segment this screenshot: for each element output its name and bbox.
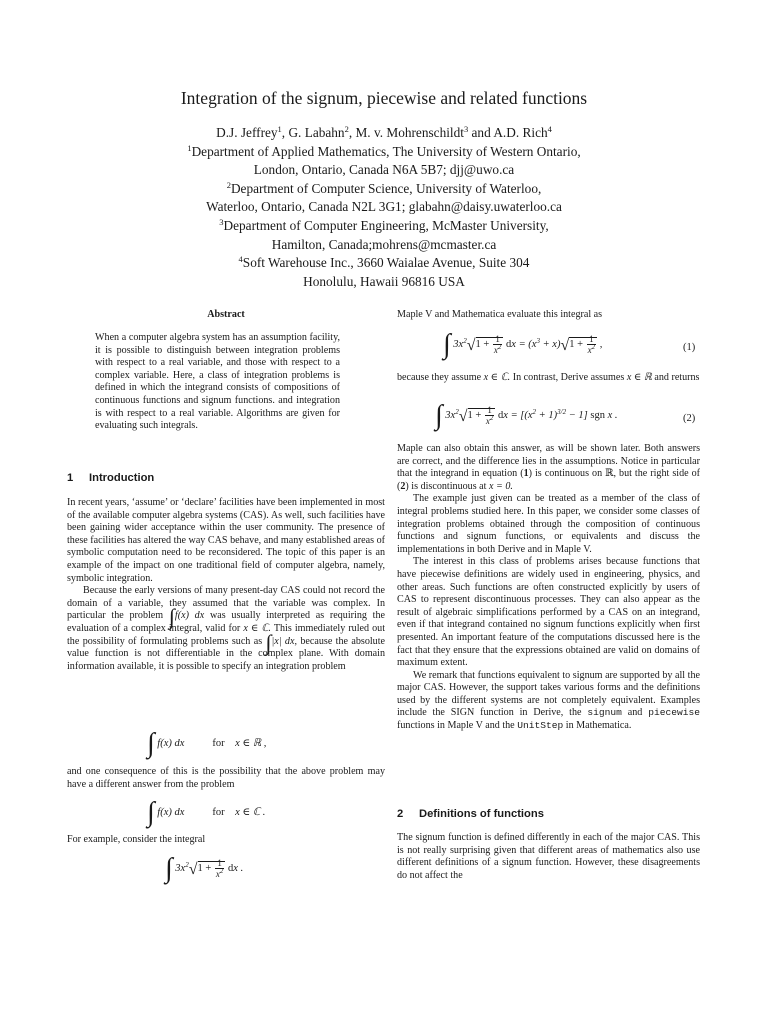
right-column-body bbox=[397, 443, 700, 733]
paragraph: and one consequence of this is the possibility that the above problem may have a different answer from the problem bbox=[67, 766, 385, 790]
affiliation-line: $^4$Soft Warehouse Inc., 3660 Waialae Avenue, Suite 304 bbox=[238, 254, 530, 271]
affiliation-line: $^1$Department of Applied Mathematics, The University of Western Ontario, bbox=[187, 142, 581, 159]
paragraph: In recent years, ‘assume’ or ‘declare’ facilities have been implemented in most of the available computer algebra systems (CAS). As well, such facilities have been gaining wider acceptance within the user community. The presence of these facilities has altered the way CAS behave, and many established areas of symbolic computation need to be reconsidered. The topic of this paper is an example of the impact on one traditional field of computer algebra, namely, symbolic integration. bbox=[67, 497, 385, 584]
abstract-heading: Abstract bbox=[207, 309, 245, 320]
equation-example: ∫ $3x^2√1$ + $\frac{1}{x^2}$ dx . bbox=[165, 852, 244, 884]
author-mark: 2 bbox=[344, 124, 349, 134]
paragraph: Because the early versions of many present-day CAS could not record the domain of a variable, they assumed that the variable was complex. In particular the problem ∫f(x) dx was usually interpreted as requiring the evaluation of a complex integral, valid for x ∈ ℂ. This immediately ruled out the possibility of formulating problems such as ∫|x| dx, because the absolute value function is not differentiable in the complex plane. With domain information available, it is possible to specify an integration problem bbox=[67, 585, 386, 672]
author-mark: 4 bbox=[547, 124, 552, 134]
equation-real: ∫ f(x) dx for x ∈ ℝ , bbox=[147, 728, 267, 759]
affiliation-line: $^3$Department of Computer Engineering, McMaster University, bbox=[219, 216, 549, 233]
affiliation-line: London, Ontario, Canada N6A 5B7; djj@uwo.ca bbox=[253, 162, 515, 178]
paper-title: Integration of the signum, piecewise and related functions bbox=[180, 88, 588, 108]
author-block bbox=[0, 124, 768, 291]
paragraph: The interest in this class of problems arises because functions that have piecewise definitions are widely used in engineering, physics, and other areas. Such functions are often constructed explicitly by users of CAS to represent discontinuous processes. They can also appear as the result of algebraic simplifications performed by a CAS on an integrand, even if that integrand contained no signum functions explicitly when first presented. An important feature of the computations discussed here is the fact that they ensure that the expressions obtained are valid on domains of maximum extent. bbox=[397, 556, 700, 669]
author-name: D.J. Jeffrey bbox=[216, 125, 278, 140]
paragraph: because they assume x ∈ ℂ. In contrast, Derive assumes x ∈ ℝ and returns bbox=[397, 372, 700, 383]
paragraph: We remark that functions equivalent to signum are supported by all the major CAS. However, the support takes various forms and the definitions used by the different systems are not completely equivalent. Examples include the SIGN function in Derive, the signum and piecewise functions in Maple V and the UnitStep in Mathematica. bbox=[397, 669, 701, 732]
paragraph: Maple V and Mathematica evaluate this integral as bbox=[397, 309, 603, 320]
author-mark: 1 bbox=[277, 124, 282, 134]
equation-number: (2) bbox=[683, 413, 696, 424]
paragraph: The example just given can be treated as a member of the class of integral problems studied here. In this paper, we consider some classes of integration problems obtained through the composition of continuous functions and signum functions, or equivalents and discuss the implementations in both Derive and in Maple V. bbox=[397, 493, 700, 555]
affiliation-line: Honolulu, Hawaii 96816 USA bbox=[303, 273, 465, 289]
author-name: G. Labahn bbox=[288, 125, 345, 140]
affiliation-line: $^2$Department of Computer Science, University of Waterloo, bbox=[226, 179, 542, 196]
abstract-text: When a computer algebra system has an assumption facility, it is possible to distinguish between integration problems with respect to a real variable, and those with respect to a complex variable. Here, a class of integration problems is defined in which the integrand consists of compositions of continuous functions and signum functions. and integration is with respect to a real variable. Algorithms are given for evaluating such integrals. bbox=[95, 332, 340, 432]
paragraph: The signum function is defined differently in each of the major CAS. This is not really surprising given that different areas of mathematics also use different definitions of a signum function. However, these disagreements do not affect the bbox=[397, 832, 700, 881]
affiliation-line: Hamilton, Canada;mohrens@mcmaster.ca bbox=[271, 236, 497, 252]
section-heading: 2 Definitions of functions bbox=[397, 808, 544, 820]
affiliation-line: Waterloo, Ontario, Canada N2L 3G1; glabahn@daisy.uwaterloo.ca bbox=[206, 199, 562, 215]
equation-number: (1) bbox=[683, 342, 696, 353]
author-name: M. v. Mohrenschildt bbox=[355, 125, 464, 140]
equation-complex: ∫ f(x) dx for x ∈ ℂ . bbox=[147, 797, 266, 828]
left-column-body bbox=[67, 497, 385, 673]
paragraph: Maple can also obtain this answer, as will be shown later. Both answers are correct, and the difference lies in the assumptions. Notice in particular that the integrand in equation (1) is continuous on ℝ, but the right side of (2) is discontinuous at x = 0. bbox=[397, 443, 701, 492]
section-heading: 1 Introduction bbox=[67, 472, 155, 484]
paragraph: For example, consider the integral bbox=[67, 834, 206, 845]
author-mark: 3 bbox=[463, 124, 469, 134]
equation-2: ∫ $3x^2√1$ + $\frac{1}{x^2}$ dx = $[(x^2 + 1)^{3/2} - 1]$ sgn x . bbox=[435, 399, 618, 431]
author-line: D.J. Jeffrey$^1$, G. Labahn$^2$, M. v. Mohrenschildt$^3$ and A.D. Rich$^4$ bbox=[216, 124, 552, 140]
author-name: A.D. Rich bbox=[493, 125, 548, 140]
equation-1: ∫ $3x^2√1$ + $\frac{1}{x^2}$ dx = $(x^3 + x)√1$ + $\frac{1}{x^2}$ , bbox=[443, 328, 603, 360]
